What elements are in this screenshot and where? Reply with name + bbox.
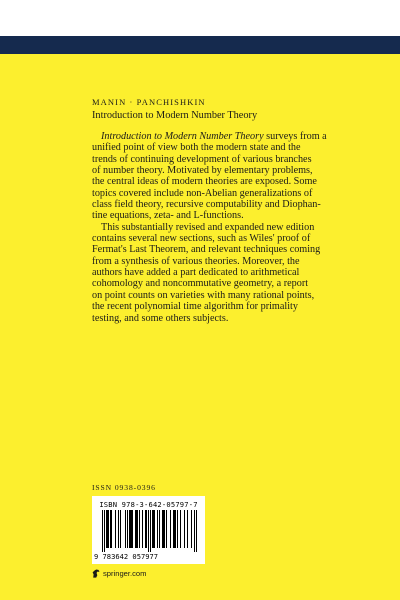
barcode-bar	[137, 510, 138, 548]
barcode-box	[92, 496, 205, 564]
barcode-bar	[152, 510, 153, 548]
barcode-bar	[157, 510, 158, 548]
barcode-bar	[191, 510, 192, 548]
barcode-bar	[180, 510, 181, 548]
barcode-bar	[174, 510, 175, 548]
barcode-bar	[166, 510, 167, 548]
barcode-bar	[184, 510, 185, 548]
description-text: surveys from a	[263, 131, 327, 142]
description-line: unified point of view both the modern state and the	[92, 142, 301, 154]
barcode-bar	[110, 510, 111, 548]
barcode-bar	[177, 510, 178, 548]
book-title: Introduction to Modern Number Theory	[92, 110, 258, 121]
barcode-bar	[162, 510, 163, 548]
barcode-bar	[145, 510, 146, 548]
barcode-bar	[104, 510, 105, 552]
barcode-bar	[148, 510, 149, 552]
barcode-bar	[154, 510, 155, 548]
barcode-bar	[173, 510, 174, 548]
barcode-bar	[108, 510, 109, 548]
barcode-bar	[106, 510, 107, 548]
description-line: This substantially revised and expanded new edition	[101, 221, 315, 233]
description-line: from a synthesis of various theories. Moreover, the	[92, 255, 300, 267]
description-line: on point counts on varieties with many rational points,	[92, 289, 315, 301]
barcode-bar	[118, 510, 119, 548]
barcode-bar	[135, 510, 136, 548]
barcode-bar	[120, 510, 121, 548]
publisher-footer	[92, 568, 146, 578]
barcode-bar	[131, 510, 132, 548]
inline-book-title: Introduction to Modern Number Theory	[101, 131, 264, 142]
barcode-bars	[102, 510, 197, 552]
barcode-bar	[111, 510, 112, 548]
barcode-bar	[107, 510, 108, 548]
description-line: authors have added a part dedicated to arithmetical	[92, 267, 300, 279]
barcode-bar	[139, 510, 140, 548]
top-margin	[0, 0, 400, 36]
ean-digits: 9 783642 057977	[94, 552, 159, 561]
barcode-bar	[102, 510, 103, 552]
isbn-text: ISBN 978-3-642-05797-7	[99, 500, 198, 509]
barcode-bar	[175, 510, 176, 548]
barcode-bar	[125, 510, 126, 548]
top-color-band	[0, 36, 400, 54]
barcode-bar	[164, 510, 165, 548]
barcode-bar	[129, 510, 130, 548]
description-line: class field theory, recursive computability and Diophan-	[92, 199, 321, 211]
description-line: tine equations, zeta- and L-functions.	[92, 210, 244, 222]
barcode-bar	[127, 510, 128, 548]
description-line: topics covered include non-Abelian generalizations of	[92, 187, 313, 199]
barcode-bar	[142, 510, 143, 548]
description-line: Fermat's Last Theorem, and relevant techniques coming	[92, 244, 321, 256]
barcode-bar	[146, 510, 147, 548]
authors: MANIN · PANCHISHKIN	[92, 97, 206, 107]
springer-horse-icon	[92, 569, 100, 578]
barcode-bar	[196, 510, 197, 552]
description-line: contains several new sections, such as Wiles' proof of	[92, 233, 311, 245]
barcode-bar	[130, 510, 131, 548]
issn: ISSN 0938-0396	[92, 483, 156, 492]
description-line: the central ideas of modern theories are exposed. Some	[92, 176, 317, 188]
barcode-bar	[194, 510, 195, 552]
description-line: the recent polynomial time algorithm for primality	[92, 301, 298, 313]
barcode-bar	[153, 510, 154, 548]
description-line: cohomology and noncommutative geometry, a report	[92, 278, 309, 290]
description-line: of number theory. Motivated by elementary problems,	[92, 165, 313, 177]
description-line: testing, and some others subjects.	[92, 312, 229, 324]
description	[92, 131, 372, 324]
barcode-bar	[170, 510, 171, 548]
publisher-url: springer.com	[103, 568, 147, 578]
description-line: trends of continuing development of various branches	[92, 153, 312, 165]
barcode-bar	[187, 510, 188, 548]
barcode-bar	[115, 510, 116, 548]
barcode-bar	[150, 510, 151, 552]
barcode-bar	[163, 510, 164, 548]
description-line	[92, 131, 372, 142]
barcode-bar	[159, 510, 160, 548]
barcode-bar	[136, 510, 137, 548]
barcode-bar	[132, 510, 133, 548]
